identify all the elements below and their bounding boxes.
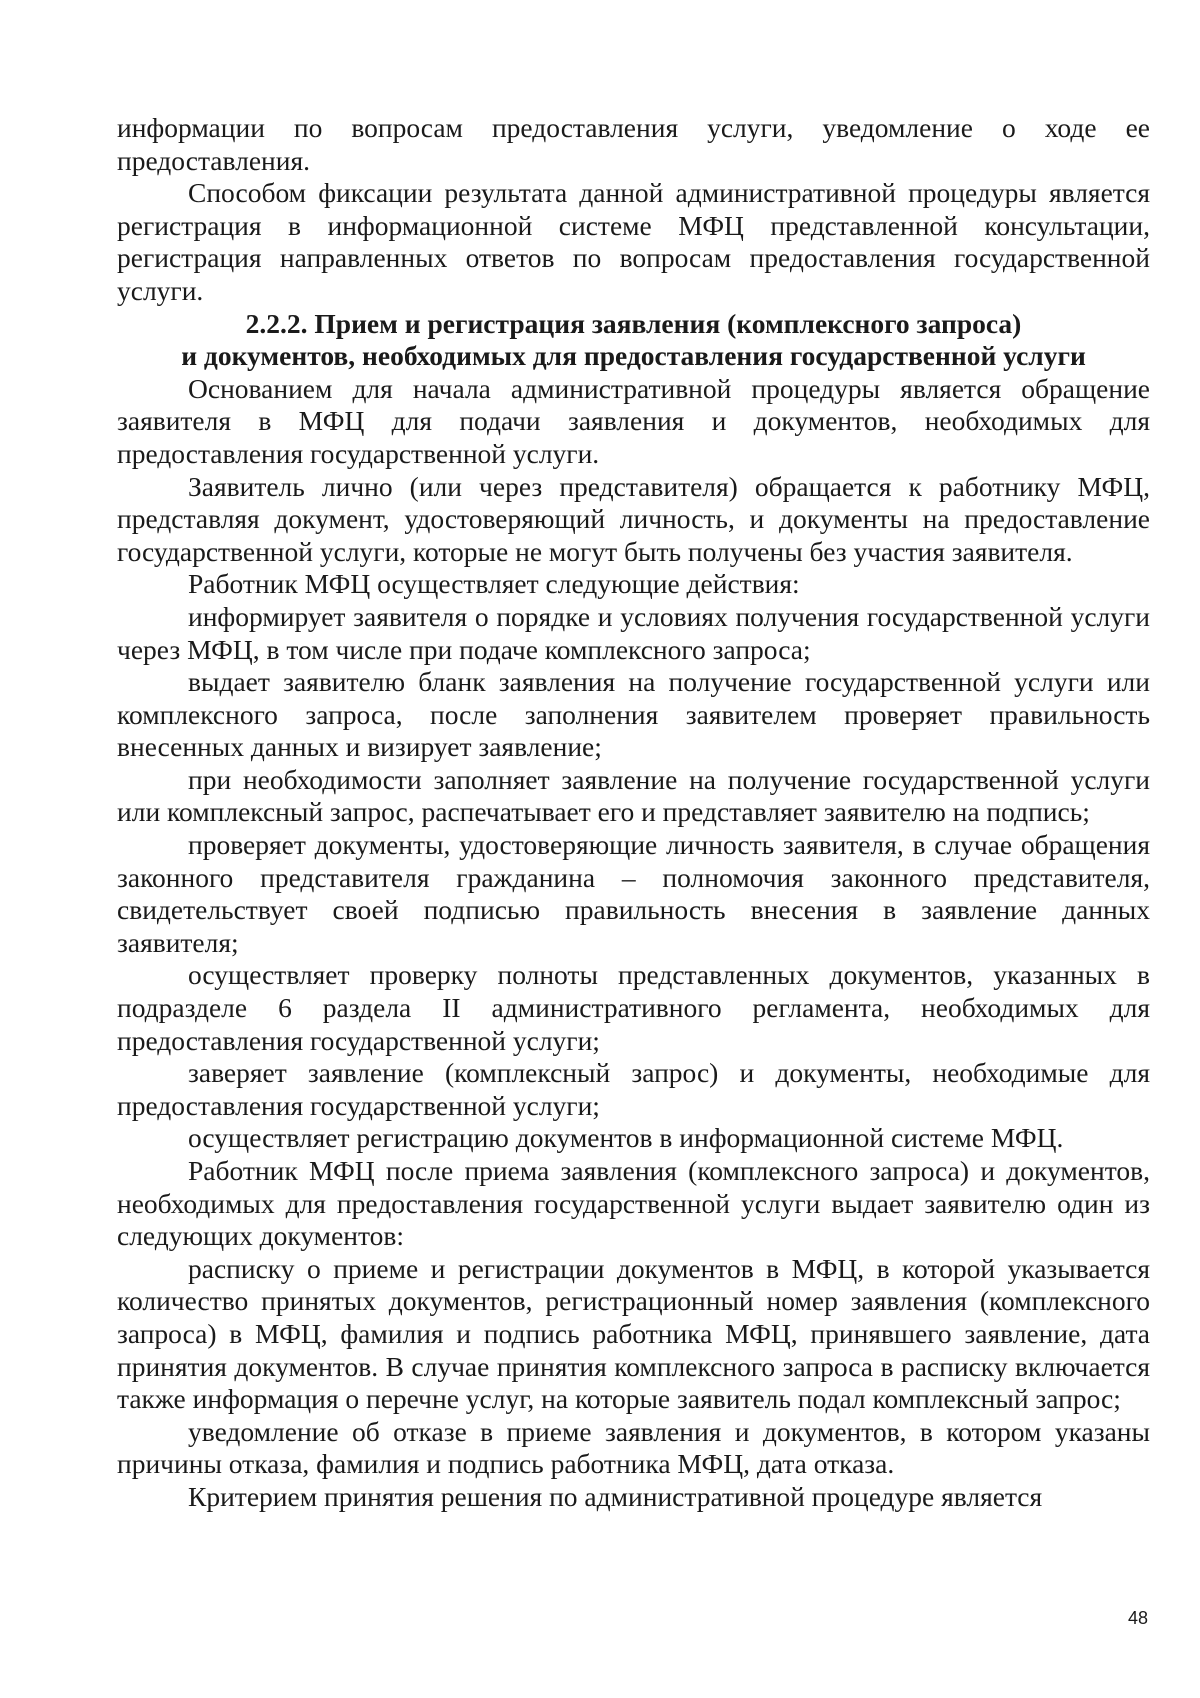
list-item-action-blank: выдает заявителю бланк заявления на получение государственной услуги или комплексного запроса, после заполнения заявителем проверяет правильность внесенных данных и визирует заявление;: [117, 666, 1150, 763]
document-page: [117, 112, 1150, 1514]
paragraph-continuation: информации по вопросам предоставления услуги, уведомление о ходе ее предоставления.: [117, 112, 1150, 176]
paragraph-after-receipt: Работник МФЦ после приема заявления (комплексного запроса) и документов, необходимых для предоставления государственной услуги выдает заявителю один из следующих документов:: [117, 1155, 1150, 1252]
section-heading-line1: 2.2.2. Прием и регистрация заявления (комплексного запроса): [245, 307, 1022, 339]
paragraph-actions-intro: Работник МФЦ осуществляет следующие действия:: [188, 568, 800, 600]
section-heading-line2: и документов, необходимых для предоставления государственной услуги: [181, 340, 1086, 372]
paragraph-criterion: Критерием принятия решения по административной процедуре является: [188, 1480, 1043, 1512]
page-number: 48: [1128, 1608, 1149, 1628]
paragraph-basis: Основанием для начала административной процедуры является обращение заявителя в МФЦ для подачи заявления и документов, необходимых для предоставления государственной услуги.: [117, 372, 1150, 469]
list-item-action-fill: при необходимости заполняет заявление на получение государственной услуги или комплексный запрос, распечатывает его и представляет заявителю на подпись;: [117, 763, 1150, 828]
list-item-action-inform: информирует заявителя о порядке и условиях получения государственной услуги через МФЦ, в том числе при подаче комплексного запроса;: [117, 600, 1150, 665]
paragraph-fixation-method: Способом фиксации результата данной административной процедуры является регистрация в информационной системе МФЦ представленной консультации, регистрация направленных ответов по вопросам предоставления государственной услуги.: [117, 177, 1150, 306]
list-item-doc-refusal: уведомление об отказе в приеме заявления и документов, в котором указаны причины отказа, фамилия и подпись работника МФЦ, дата отказа.: [117, 1415, 1150, 1480]
section-heading: [117, 308, 1150, 373]
paragraph-applicant-appeal: Заявитель лично (или через представителя) обращается к работнику МФЦ, представляя документ, удостоверяющий личность, и документы на предоставление государственной услуги, которые не могут быть получены без участия заявителя.: [117, 470, 1150, 567]
list-item-action-certify: заверяет заявление (комплексный запрос) и документы, необходимые для предоставления государственной услуги;: [117, 1057, 1150, 1121]
list-item-action-check-completeness: осуществляет проверку полноты представленных документов, указанных в подразделе 6 раздела II административного регламента, необходимых для предоставления государственной услуги;: [117, 959, 1150, 1056]
list-item-action-check-identity: проверяет документы, удостоверяющие личность заявителя, в случае обращения законного представителя гражданина – полномочия законного представителя, свидетельствует своей подписью правильность внесения в заявление данных заявителя;: [117, 829, 1150, 958]
list-item-doc-receipt: расписку о приеме и регистрации документов в МФЦ, в которой указывается количество принятых документов, регистрационный номер заявления (комплексного запроса) в МФЦ, фамилия и подпись работника МФЦ, принявшего заявление, дата принятия документов. В случае принятия комплексного запроса в расписку включается также информация о перечне услуг, на которые заявитель подал комплексный запрос;: [117, 1252, 1150, 1415]
list-item-action-register: осуществляет регистрацию документов в информационной системе МФЦ.: [188, 1122, 1064, 1154]
